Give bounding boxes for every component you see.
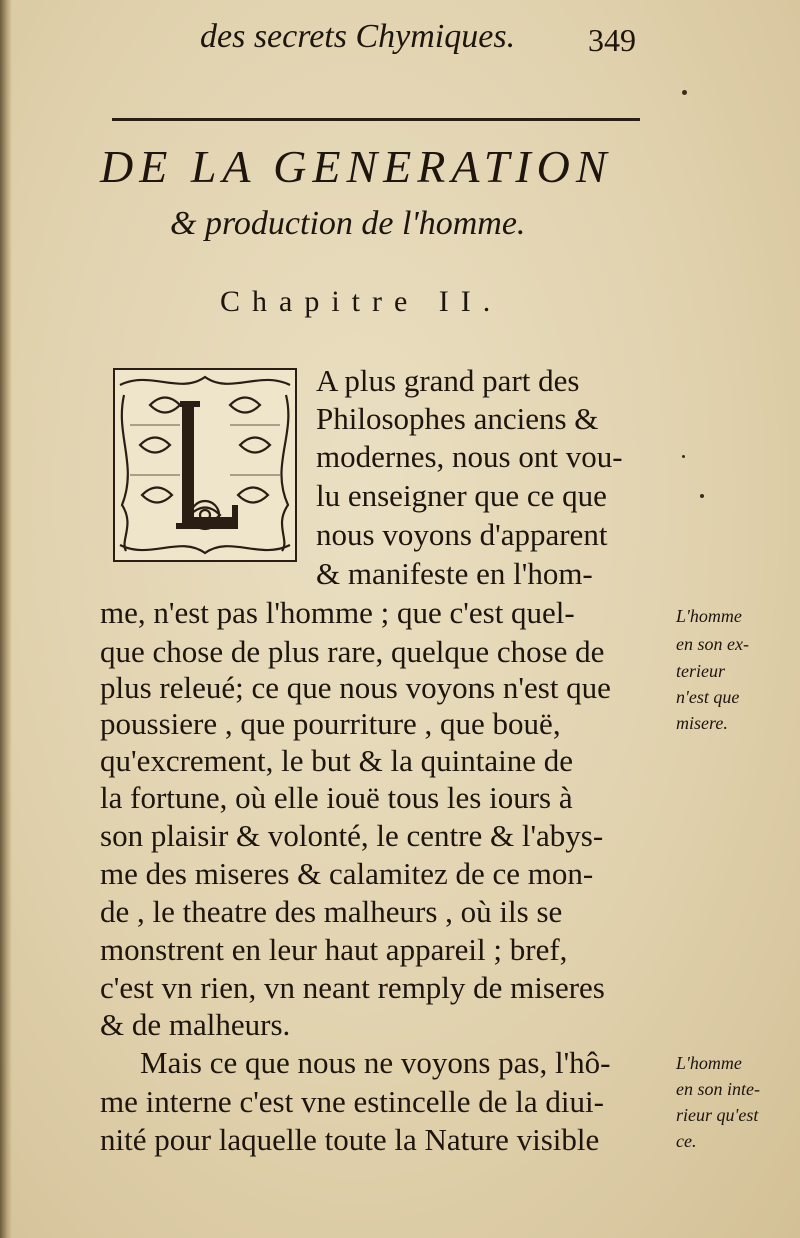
margin-note-line: misere.	[676, 713, 728, 733]
body-line: c'est vn rien, vn neant remply de miseres	[100, 970, 605, 1005]
body-line: que chose de plus rare, quelque chose de	[100, 634, 605, 669]
header-rule	[112, 118, 640, 121]
body-line: nous voyons d'apparent	[316, 517, 608, 552]
body-line: son plaisir & volonté, le centre & l'abys-	[100, 818, 604, 853]
body-line: nité pour laquelle toute la Nature visible	[100, 1122, 600, 1157]
ornamental-initial-icon	[110, 365, 300, 565]
paper-speck	[682, 90, 687, 95]
running-title: des secrets Chymiques.	[200, 18, 516, 55]
body-line: Mais ce que nous ne voyons pas, l'hô-	[140, 1045, 611, 1080]
margin-note-line: en son inte-	[676, 1079, 760, 1099]
margin-note-line: n'est que	[676, 687, 740, 707]
chapter-subtitle: & production de l'homme.	[170, 205, 526, 242]
body-line: qu'excrement, le but & la quintaine de	[100, 743, 574, 778]
body-line: me, n'est pas l'homme ; que c'est quel-	[100, 595, 575, 630]
margin-note-line: terieur	[676, 661, 725, 681]
body-line: & de malheurs.	[100, 1007, 291, 1042]
body-line: plus releué; ce que nous voyons n'est que	[100, 670, 611, 705]
body-line: Philosophes anciens &	[316, 401, 599, 436]
body-line: la fortune, où elle iouë tous les iours à	[100, 780, 573, 815]
body-line: A plus grand part des	[316, 363, 580, 398]
body-line: monstrent en leur haut appareil ; bref,	[100, 932, 568, 967]
body-line: de , le theatre des malheurs , où ils se	[100, 894, 563, 929]
paper-speck	[682, 455, 685, 458]
chapter-title: DE LA GENERATION	[100, 141, 613, 192]
margin-note-line: L'homme	[676, 1053, 742, 1073]
chapter-heading: Chapitre II.	[220, 285, 503, 318]
margin-note-line: en son ex-	[676, 634, 749, 654]
margin-note-line: L'homme	[676, 606, 742, 626]
margin-note-line: ce.	[676, 1131, 697, 1151]
page-number: 349	[588, 22, 636, 58]
body-line: lu enseigner que ce que	[316, 478, 607, 513]
paper-speck	[700, 494, 704, 498]
body-line: me interne c'est vne estincelle de la diui-	[100, 1084, 604, 1119]
page-gutter	[0, 0, 12, 1238]
body-line: me des miseres & calamitez de ce mon-	[100, 856, 594, 891]
body-line: & manifeste en l'hom-	[316, 556, 593, 591]
margin-note-line: rieur qu'est	[676, 1105, 759, 1125]
body-line: poussiere , que pourriture , que bouë,	[100, 706, 561, 741]
body-line: modernes, nous ont vou-	[316, 439, 623, 474]
